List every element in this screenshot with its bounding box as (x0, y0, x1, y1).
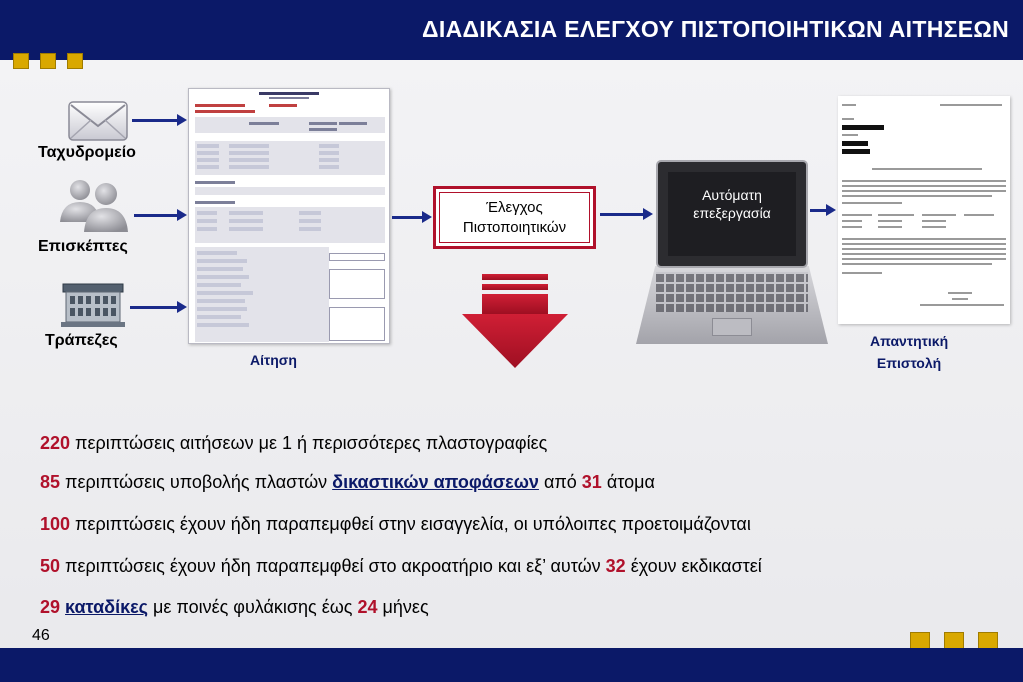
laptop-keyboard (656, 272, 808, 312)
source-label-visitors: Επισκέπτες (38, 238, 128, 255)
check-box-line1: Έλεγχος (486, 198, 543, 216)
reply-letter-caption (870, 330, 948, 374)
flow-arrow (600, 213, 644, 216)
people-icon (54, 178, 132, 234)
source-label-banks: Τράπεζες (45, 332, 118, 349)
stat-number: 24 (357, 597, 378, 617)
flow-arrow (130, 306, 178, 309)
laptop-trackpad (712, 318, 752, 336)
convictions-link[interactable]: καταδίκες (65, 597, 149, 617)
page-number: 46 (32, 627, 50, 644)
down-arrow-icon (460, 274, 570, 370)
stat-number: 31 (581, 472, 602, 492)
stat-number: 29 (40, 597, 61, 617)
check-box-line2: Πιστοποιητικών (462, 218, 567, 236)
stat-line (40, 514, 751, 535)
reply-letter-thumbnail (838, 96, 1010, 324)
application-form-thumbnail (188, 88, 390, 344)
decor-square (67, 53, 83, 69)
court-decisions-link[interactable]: δικαστικών αποφάσεων (332, 472, 539, 492)
envelope-icon (67, 100, 129, 142)
decor-square (13, 53, 29, 69)
stat-line (40, 433, 547, 454)
stat-text: με ποινές φυλάκισης έως (148, 597, 358, 617)
stat-text: περιπτώσεις έχουν ήδη παραπεμφθεί στην εισαγγελία, οι υπόλοιπες προετοιμάζονται (70, 514, 751, 534)
stat-text: έχουν εκδικαστεί (625, 556, 762, 576)
laptop-line2: επεξεργασία (693, 205, 771, 221)
stat-text: μήνες (377, 597, 429, 617)
flow-arrow (132, 119, 178, 122)
stat-text: περιπτώσεις υποβολής πλαστών (60, 472, 333, 492)
stat-text: άτομα (601, 472, 655, 492)
reply-letter-caption-line2: Επιστολή (876, 355, 942, 371)
header-bar (0, 0, 1023, 60)
footer-bar (0, 648, 1023, 682)
source-label-mail: Ταχυδρομείο (38, 144, 136, 161)
stat-number: 50 (40, 556, 61, 576)
stat-text: από (538, 472, 582, 492)
flow-arrowhead (177, 301, 187, 313)
flow-arrowhead (177, 114, 187, 126)
slide-title: ΔΙΑΔΙΚΑΣΙΑ ΕΛΕΓΧΟΥ ΠΙΣΤΟΠΟΙΗΤΙΚΩΝ ΑΙΤΗΣΕΩΝ (422, 16, 1009, 42)
stat-number: 32 (605, 556, 626, 576)
certificate-check-box (433, 186, 596, 249)
decor-square (40, 53, 56, 69)
laptop-line1: Αυτόματη (702, 187, 762, 203)
stat-number: 100 (40, 514, 71, 534)
flow-arrowhead (422, 211, 432, 223)
stat-text: περιπτώσεις αιτήσεων με 1 ή περισσότερες πλαστογραφίες (70, 433, 548, 453)
stat-number: 85 (40, 472, 61, 492)
laptop-screen (656, 160, 808, 268)
laptop-screen-content (668, 172, 796, 256)
stat-line (40, 597, 429, 618)
reply-letter-caption-line1: Απαντητική (870, 333, 949, 349)
flow-arrow (134, 214, 178, 217)
application-form-caption: Αίτηση (250, 352, 297, 368)
stat-text: περιπτώσεις έχουν ήδη παραπεμφθεί στο ακροατήριο και εξ’ αυτών (60, 556, 606, 576)
flow-arrowhead (643, 208, 653, 220)
stat-line (40, 556, 762, 577)
flow-arrowhead (826, 204, 836, 216)
stat-line (40, 472, 655, 493)
flow-arrowhead (177, 209, 187, 221)
flow-arrow (392, 216, 423, 219)
bank-building-icon (60, 280, 126, 328)
stat-number: 220 (40, 433, 71, 453)
